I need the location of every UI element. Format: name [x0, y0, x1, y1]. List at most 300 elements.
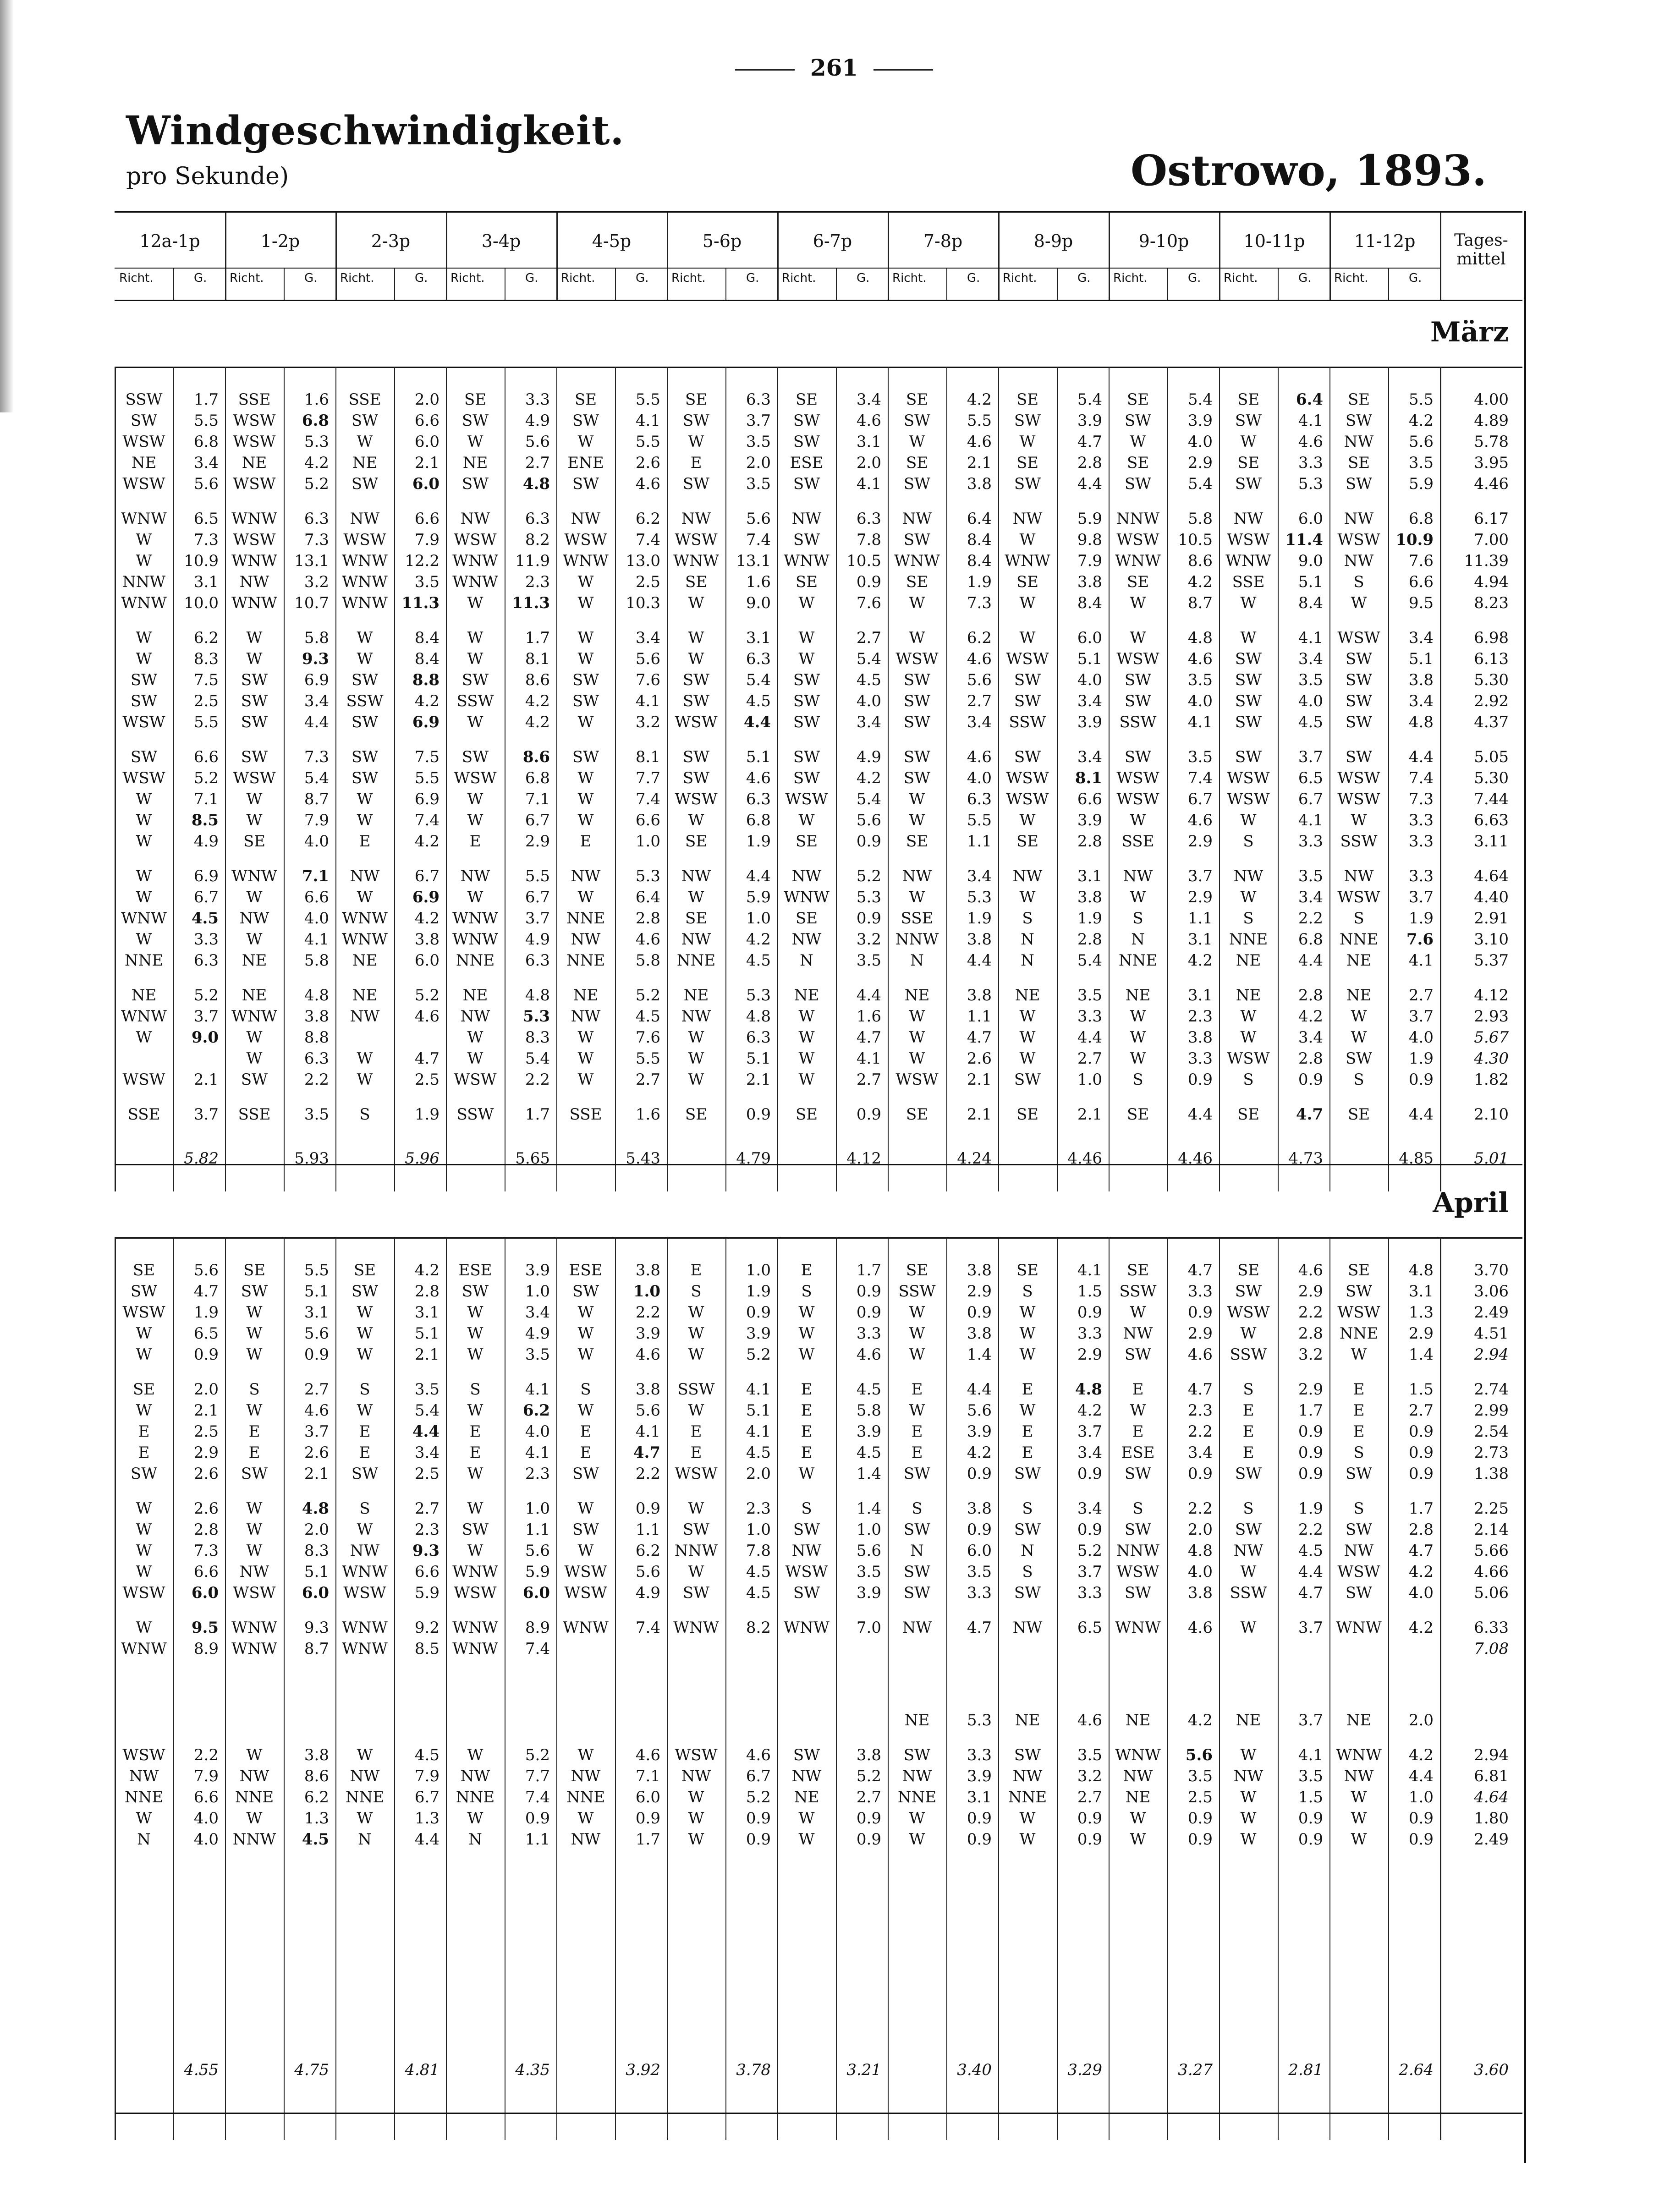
wind-direction: SW — [1345, 692, 1373, 710]
wind-direction: W — [246, 1303, 263, 1322]
wind-direction: W — [1130, 1809, 1146, 1828]
wind-speed: 2.3 — [746, 1499, 771, 1518]
wind-speed: 6.2 — [304, 1788, 329, 1806]
wind-direction: SW — [1014, 748, 1041, 766]
wind-direction: NNE — [1229, 930, 1268, 949]
wind-direction: W — [467, 594, 483, 612]
wind-direction: NW — [571, 1007, 601, 1026]
wind-speed: 1.5 — [1077, 1282, 1102, 1301]
subheader-direction: Richt. — [892, 271, 927, 285]
wind-speed: 4.9 — [193, 832, 219, 851]
wind-direction: NNE — [456, 951, 495, 970]
wind-direction: SE — [132, 1261, 155, 1279]
wind-direction: ENE — [567, 454, 604, 472]
wind-direction: WSW — [233, 475, 276, 493]
wind-direction: NE — [1236, 951, 1261, 970]
wind-speed: 3.4 — [414, 1444, 439, 1462]
page-subtitle: pro Sekunde) — [126, 163, 289, 190]
wind-speed: 5.1 — [1408, 650, 1434, 668]
wind-direction: W — [136, 1028, 152, 1047]
wind-direction: SW — [903, 1520, 931, 1539]
wind-direction: ESE — [569, 1261, 603, 1279]
wind-direction: SW — [903, 713, 931, 731]
wind-direction: WNW — [342, 1640, 388, 1658]
wind-speed: 8.2 — [525, 531, 550, 549]
wind-speed: 3.3 — [1298, 454, 1323, 472]
hourly-mean-value: 2.64 — [1399, 2061, 1434, 2079]
wind-speed: 6.3 — [967, 790, 992, 808]
wind-speed: 3.5 — [414, 1380, 439, 1399]
wind-direction: W — [467, 433, 483, 451]
wind-speed: 2.1 — [304, 1465, 329, 1483]
column-header-hour: 7-8p — [923, 231, 963, 251]
wind-speed: 6.7 — [414, 1788, 439, 1806]
wind-speed: 4.4 — [1298, 951, 1323, 970]
wind-speed: 6.5 — [193, 510, 219, 528]
wind-speed: 0.9 — [967, 1303, 992, 1322]
wind-speed: 5.9 — [525, 1563, 550, 1581]
wind-direction: SSE — [1121, 832, 1154, 851]
wind-speed: 5.2 — [856, 1767, 881, 1785]
wind-speed: 10.5 — [846, 552, 881, 570]
daily-mean-value: 4.30 — [1474, 1049, 1509, 1068]
wind-speed: 2.7 — [1408, 1401, 1434, 1420]
wind-speed: 6.8 — [1408, 510, 1434, 528]
wind-direction: WSW — [675, 790, 718, 808]
wind-direction: WNW — [342, 1563, 388, 1581]
wind-speed: 4.6 — [1298, 1261, 1323, 1279]
wind-speed: 0.9 — [746, 1303, 771, 1322]
wind-direction: E — [1022, 1422, 1033, 1441]
daily-mean-value: 4.64 — [1474, 1788, 1509, 1806]
wind-speed: 2.3 — [414, 1520, 439, 1539]
wind-speed: 10.7 — [294, 594, 329, 612]
wind-speed: 3.9 — [525, 1261, 550, 1279]
wind-direction: SW — [1124, 1520, 1152, 1539]
wind-speed: 4.2 — [525, 692, 550, 710]
wind-speed: 1.7 — [193, 390, 219, 409]
wind-direction: SW — [1014, 1465, 1041, 1483]
column-header-hour: 11-12p — [1354, 231, 1416, 251]
wind-direction: W — [1130, 1028, 1146, 1047]
wind-speed: 7.6 — [856, 594, 881, 612]
daily-mean-value: 4.66 — [1474, 1563, 1509, 1581]
wind-direction: W — [1130, 1049, 1146, 1068]
wind-speed: 4.1 — [525, 1444, 550, 1462]
wind-speed: 1.3 — [304, 1809, 329, 1828]
wind-direction: W — [467, 713, 483, 731]
wind-direction: W — [1130, 1007, 1146, 1026]
hourly-mean-value: 4.75 — [294, 2061, 329, 2079]
wind-direction: WSW — [122, 769, 165, 787]
wind-speed: 5.5 — [967, 811, 992, 829]
wind-direction: W — [357, 1520, 373, 1539]
wind-speed: 8.5 — [191, 811, 219, 829]
wind-speed: 4.8 — [304, 986, 329, 1004]
daily-mean-value: 3.70 — [1474, 1261, 1509, 1279]
wind-speed: 3.8 — [967, 1261, 992, 1279]
wind-speed: 2.2 — [1298, 1520, 1323, 1539]
wind-direction: NE — [1346, 1711, 1372, 1729]
wind-direction: NNE — [1339, 930, 1379, 949]
wind-speed: 2.3 — [1187, 1007, 1213, 1026]
wind-direction: WSW — [233, 412, 276, 430]
wind-direction: W — [467, 790, 483, 808]
wind-direction: NW — [460, 867, 490, 885]
wind-speed: 2.7 — [304, 1380, 329, 1399]
wind-direction: W — [1240, 1563, 1257, 1581]
wind-direction: WNW — [121, 510, 167, 528]
wind-speed: 0.9 — [746, 1105, 771, 1124]
wind-speed: 4.0 — [1187, 1563, 1213, 1581]
wind-direction: WSW — [785, 1563, 828, 1581]
wind-speed: 3.4 — [1077, 1444, 1102, 1462]
wind-speed: 2.0 — [414, 390, 439, 409]
wind-speed: 4.7 — [193, 1282, 219, 1301]
wind-speed: 6.0 — [635, 1788, 660, 1806]
wind-speed: 4.1 — [1298, 629, 1323, 647]
wind-speed: 4.2 — [1408, 1619, 1434, 1637]
wind-speed: 1.7 — [525, 629, 550, 647]
wind-direction: SW — [241, 671, 268, 689]
month-label: April — [1433, 1187, 1509, 1219]
wind-direction: SW — [572, 671, 599, 689]
wind-direction: SE — [132, 1380, 155, 1399]
wind-direction: W — [688, 1809, 704, 1828]
wind-speed: 1.9 — [746, 1282, 771, 1301]
wind-direction: S — [359, 1380, 370, 1399]
subheader-speed: G. — [1188, 271, 1201, 285]
wind-direction: NW — [129, 1767, 159, 1785]
wind-speed: 2.9 — [1187, 832, 1213, 851]
wind-direction: W — [1130, 811, 1146, 829]
wind-direction: NE — [1346, 951, 1372, 970]
wind-speed: 5.5 — [193, 713, 219, 731]
wind-direction: E — [801, 1401, 813, 1420]
wind-direction: W — [577, 650, 594, 668]
subheader-speed: G. — [1409, 271, 1422, 285]
wind-speed: 2.1 — [193, 1401, 219, 1420]
wind-direction: W — [357, 888, 373, 906]
wind-direction: NW — [460, 510, 490, 528]
wind-speed: 3.9 — [1077, 412, 1102, 430]
wind-direction: W — [577, 594, 594, 612]
wind-speed: 3.4 — [967, 713, 992, 731]
wind-direction: W — [577, 1345, 594, 1364]
wind-direction: NNE — [566, 951, 605, 970]
wind-speed: 0.9 — [746, 1809, 771, 1828]
wind-direction: WNW — [231, 510, 277, 528]
wind-direction: S — [1243, 832, 1254, 851]
wind-direction: SW — [1124, 748, 1152, 766]
wind-speed: 4.7 — [414, 1049, 439, 1068]
hourly-mean-value: 3.29 — [1067, 2061, 1102, 2079]
wind-speed: 5.8 — [304, 951, 329, 970]
wind-direction: W — [246, 1324, 263, 1343]
wind-speed: 8.4 — [1298, 594, 1323, 612]
wind-direction: NW — [571, 510, 601, 528]
column-header-daily-mean: Tages- mittel — [1454, 231, 1508, 269]
wind-speed: 4.1 — [304, 930, 329, 949]
wind-direction: NE — [573, 986, 599, 1004]
wind-speed: 4.0 — [193, 1830, 219, 1849]
wind-direction: WSW — [454, 531, 497, 549]
wind-direction: NW — [1233, 1767, 1263, 1785]
wind-speed: 4.2 — [414, 832, 439, 851]
wind-direction: W — [136, 888, 152, 906]
wind-speed: 3.4 — [193, 454, 219, 472]
wind-direction: SW — [241, 713, 268, 731]
wind-speed: 2.9 — [967, 1282, 992, 1301]
wind-direction: N — [468, 1830, 482, 1849]
wind-speed: 8.1 — [1075, 769, 1102, 787]
wind-speed: 2.9 — [1187, 454, 1213, 472]
wind-speed: 3.3 — [967, 1584, 992, 1602]
subheader-direction: Richt. — [1224, 271, 1258, 285]
wind-speed: 6.3 — [746, 650, 771, 668]
wind-speed: 3.8 — [1077, 888, 1102, 906]
wind-direction: W — [1240, 433, 1257, 451]
wind-speed: 4.4 — [856, 986, 881, 1004]
wind-direction: SE — [1347, 454, 1370, 472]
wind-speed: 4.2 — [967, 1444, 992, 1462]
daily-mean-value: 4.51 — [1474, 1324, 1509, 1343]
wind-speed: 7.1 — [525, 790, 550, 808]
wind-direction: W — [798, 1830, 815, 1849]
wind-direction: SE — [1016, 1105, 1039, 1124]
wind-direction: WSW — [1337, 531, 1380, 549]
wind-direction: SW — [682, 412, 710, 430]
wind-direction: WNW — [563, 552, 609, 570]
wind-direction: N — [358, 1830, 372, 1849]
wind-direction: W — [1240, 1007, 1257, 1026]
wind-direction: SW — [1345, 1282, 1373, 1301]
wind-direction: SE — [1016, 390, 1039, 409]
wind-direction: W — [909, 888, 925, 906]
wind-speed: 3.2 — [635, 713, 660, 731]
wind-direction: W — [1351, 1788, 1367, 1806]
wind-direction: WNW — [1336, 1619, 1382, 1637]
wind-speed: 0.9 — [1077, 1303, 1102, 1322]
wind-direction: W — [467, 1303, 483, 1322]
wind-speed: 10.9 — [184, 552, 219, 570]
wind-direction: E — [248, 1422, 260, 1441]
daily-mean-value: 7.00 — [1474, 531, 1509, 549]
daily-mean-value: 5.67 — [1474, 1028, 1509, 1047]
daily-mean-value: 6.63 — [1474, 811, 1509, 829]
wind-direction: SW — [903, 1584, 931, 1602]
wind-direction: W — [577, 769, 594, 787]
wind-direction: W — [1019, 594, 1036, 612]
wind-speed: 9.8 — [1077, 531, 1102, 549]
wind-speed: 5.6 — [746, 510, 771, 528]
wind-speed: 2.9 — [1298, 1282, 1323, 1301]
wind-direction: WSW — [1006, 790, 1049, 808]
wind-speed: 3.7 — [1408, 1007, 1434, 1026]
wind-direction: SE — [795, 832, 818, 851]
wind-speed: 5.5 — [635, 433, 660, 451]
wind-direction: WSW — [122, 475, 165, 493]
wind-direction: E — [801, 1444, 813, 1462]
wind-speed: 4.2 — [1187, 951, 1213, 970]
wind-speed: 6.0 — [967, 1542, 992, 1560]
wind-speed: 7.4 — [635, 1619, 660, 1637]
wind-direction: W — [357, 1070, 373, 1089]
wind-speed: 6.3 — [746, 1028, 771, 1047]
wind-direction: W — [357, 1324, 373, 1343]
wind-speed: 5.2 — [414, 986, 439, 1004]
wind-speed: 7.5 — [193, 671, 219, 689]
wind-direction: S — [1353, 1499, 1364, 1518]
wind-direction: W — [136, 1345, 152, 1364]
wind-direction: SW — [903, 671, 931, 689]
wind-direction: W — [798, 629, 815, 647]
hourly-mean-value: 5.43 — [626, 1149, 660, 1168]
wind-speed: 6.0 — [522, 1584, 550, 1602]
wind-direction: W — [1019, 1809, 1036, 1828]
daily-mean-value: 2.74 — [1474, 1380, 1509, 1399]
wind-speed: 4.4 — [414, 1830, 439, 1849]
wind-speed: 2.8 — [1298, 986, 1323, 1004]
daily-mean-value: 4.64 — [1474, 867, 1509, 885]
wind-direction: N — [1131, 930, 1145, 949]
wind-speed: 4.8 — [1075, 1380, 1102, 1399]
wind-speed: 4.0 — [1298, 692, 1323, 710]
wind-speed: 0.9 — [856, 1830, 881, 1849]
wind-direction: E — [911, 1444, 923, 1462]
wind-speed: 2.9 — [1298, 1380, 1323, 1399]
wind-direction: SW — [351, 1465, 379, 1483]
wind-direction: W — [577, 790, 594, 808]
wind-direction: W — [1019, 1049, 1036, 1068]
wind-speed: 0.9 — [967, 1520, 992, 1539]
wind-speed: 2.8 — [1298, 1324, 1323, 1343]
wind-direction: E — [690, 1261, 702, 1279]
wind-speed: 4.2 — [1187, 573, 1213, 591]
wind-speed: 6.3 — [856, 510, 881, 528]
wind-speed: 4.8 — [302, 1499, 329, 1518]
wind-speed: 5.8 — [1187, 510, 1213, 528]
wind-direction: SSW — [456, 692, 494, 710]
wind-speed: 9.0 — [1298, 552, 1323, 570]
wind-direction: SW — [461, 748, 489, 766]
wind-direction: SE — [574, 390, 597, 409]
wind-speed: 6.0 — [191, 1584, 219, 1602]
daily-mean-value: 1.38 — [1474, 1465, 1509, 1483]
wind-direction: W — [246, 1542, 263, 1560]
wind-speed: 4.5 — [414, 1746, 439, 1764]
wind-direction: SW — [351, 475, 379, 493]
wind-speed: 2.8 — [1077, 930, 1102, 949]
wind-direction: NW — [1233, 510, 1263, 528]
wind-direction: WSW — [233, 1584, 276, 1602]
wind-speed: 1.4 — [856, 1465, 881, 1483]
wind-direction: W — [577, 629, 594, 647]
daily-mean-value: 2.49 — [1474, 1830, 1509, 1849]
wind-direction: W — [1019, 1830, 1036, 1849]
wind-direction: WSW — [1116, 650, 1159, 668]
wind-speed: 3.9 — [856, 1422, 881, 1441]
wind-direction: W — [467, 1499, 483, 1518]
wind-speed: 0.9 — [1298, 1465, 1323, 1483]
wind-speed: 4.1 — [635, 412, 660, 430]
wind-direction: SSW — [125, 390, 163, 409]
wind-speed: 4.5 — [746, 1444, 771, 1462]
wind-direction: NW — [1123, 1767, 1153, 1785]
wind-direction: SW — [572, 1465, 599, 1483]
wind-direction: NW — [350, 1007, 380, 1026]
wind-speed: 4.5 — [191, 909, 219, 928]
wind-speed: 2.1 — [967, 1070, 992, 1089]
wind-speed: 3.1 — [746, 629, 771, 647]
wind-direction: WSW — [1227, 769, 1270, 787]
wind-direction: WNW — [1336, 1746, 1382, 1764]
wind-speed: 7.9 — [414, 531, 439, 549]
wind-direction: W — [1130, 629, 1146, 647]
monthly-mean-value: 3.60 — [1474, 2061, 1509, 2079]
wind-speed: 4.5 — [856, 1380, 881, 1399]
wind-speed: 0.9 — [1187, 1303, 1213, 1322]
wind-speed: 5.4 — [304, 769, 329, 787]
wind-speed: 3.3 — [193, 930, 219, 949]
wind-speed: 2.5 — [635, 573, 660, 591]
wind-speed: 1.0 — [525, 1499, 550, 1518]
wind-direction: SE — [906, 1105, 928, 1124]
wind-speed: 5.3 — [522, 1007, 550, 1026]
wind-speed: 3.8 — [1187, 1584, 1213, 1602]
wind-direction: SW — [572, 412, 599, 430]
wind-speed: 5.2 — [746, 1345, 771, 1364]
wind-speed: 1.1 — [1187, 909, 1213, 928]
wind-direction: W — [246, 1345, 263, 1364]
wind-direction: NW — [239, 909, 269, 928]
wind-direction: SW — [1124, 1584, 1152, 1602]
wind-direction: W — [1351, 1830, 1367, 1849]
wind-speed: 1.4 — [856, 1499, 881, 1518]
wind-direction: W — [688, 650, 704, 668]
wind-direction: WSW — [454, 1584, 497, 1602]
wind-direction: WSW — [454, 769, 497, 787]
column-header-hour: 9-10p — [1138, 231, 1189, 251]
wind-direction: SW — [130, 1282, 158, 1301]
wind-speed: 2.2 — [304, 1070, 329, 1089]
daily-mean-value: 2.91 — [1474, 909, 1509, 928]
wind-speed: 4.5 — [746, 951, 771, 970]
wind-direction: NNE — [566, 1788, 605, 1806]
wind-speed: 4.2 — [1077, 1401, 1102, 1420]
wind-direction: SSW — [346, 692, 384, 710]
wind-direction: SSE — [238, 390, 271, 409]
wind-speed: 1.3 — [1408, 1303, 1434, 1322]
wind-direction: E — [248, 1444, 260, 1462]
wind-speed: 8.3 — [525, 1028, 550, 1047]
wind-direction: WSW — [233, 769, 276, 787]
wind-direction: W — [798, 1028, 815, 1047]
wind-direction: N — [1021, 930, 1034, 949]
wind-speed: 7.3 — [967, 594, 992, 612]
wind-direction: SW — [903, 475, 931, 493]
wind-speed: 2.1 — [414, 1345, 439, 1364]
wind-direction: S — [1243, 909, 1254, 928]
wind-speed: 3.3 — [1408, 811, 1434, 829]
hourly-mean-value: 5.82 — [184, 1149, 219, 1168]
wind-speed: 2.1 — [414, 454, 439, 472]
wind-direction: S — [801, 1282, 812, 1301]
wind-speed: 5.2 — [635, 986, 660, 1004]
subheader-speed: G. — [636, 271, 649, 285]
wind-direction: NNE — [1339, 1324, 1379, 1343]
wind-speed: 1.7 — [635, 1830, 660, 1849]
